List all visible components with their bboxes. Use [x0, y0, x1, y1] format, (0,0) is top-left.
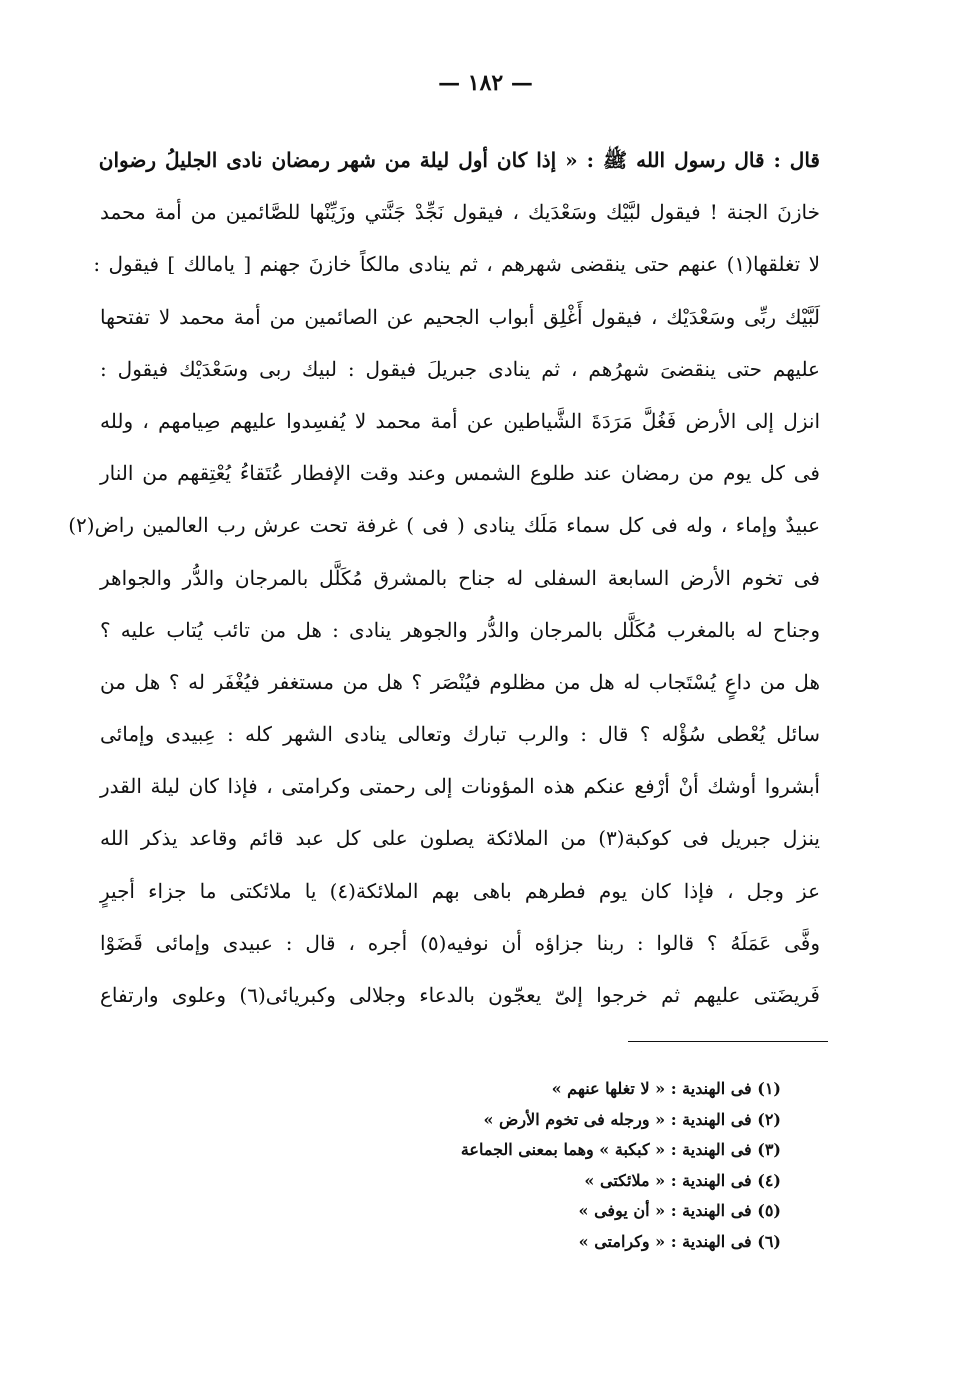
text-line: فى كل يوم من رمضان عند طلوع الشمس وعند وقت الإفطار عُتَقاءُ يُعْتِقهم من النار [100, 461, 820, 486]
text-line: عبيدٌ وإماء ، وله فى كل سماء مَلَك ينادى ( فى ) غرفة تحت عرش رب العالمين راض(٢) [68, 513, 820, 538]
text-line: قال : قال رسول الله ﷺ : « إذا كان أول ليلة من شهر رمضان نادى الجليلُ رضوان [98, 148, 820, 172]
text-line: لَبَّيْك ربِّى وسَعْدَيْك ، فيقول أَغْلِق أبواب الجحيم عن الصائمين من أمة محمد لا تفتحها [100, 304, 820, 329]
footnote-item: (٦) فى الهندية : « وكرامتى » [578, 1231, 781, 1251]
text-line: هل من داعٍ يُسْتَجاب له هل من مظلوم فيُنْصَر ؟ هل من مستغفر فيُغْفَر له ؟ هل من [100, 669, 820, 694]
text-line: وجناح له بالمغرب مُكَلَّل بالمرجان والدُّر والجوهر ينادى : هل من تائب يُتاب عليه ؟ [100, 617, 820, 642]
footnote-item: (٢) فى الهندية : « ورجله فى تخوم الأرض » [483, 1109, 781, 1129]
text-line: سائل يُعْطى سُؤْله ؟ قال : والرب تبارك وتعالى ينادى الشهر كله : عِبيدى وإمائى [100, 722, 820, 747]
text-line: أبشروا أوشك أنْ أرْفع عنكم هذه المؤونات إلى رحمتى وكرامتى ، فإذا كان ليلة القدر [100, 774, 820, 799]
text-line: لا تغلقها(١) عنهم حتى ينقضى شهرهم ، ثم ينادى مالكاً خازنَ جهنم [ يامالك ] فيقول : [93, 252, 820, 277]
text-line: عليهم حتى ينقضىَ شهرُهم ، ثم ينادى جبريلَ فيقول : لبيك ربى وسَعْدَيْك فيقول : [100, 356, 820, 381]
text-line: عز وجل ، فإذا كان يوم فطرهم باهى بهم الملائكة(٤) يا ملائكتى ما جزاء أجيرٍ [100, 878, 820, 903]
footnotes-block [361, 1074, 781, 1257]
footnote-item: (١) فى الهندية : « لا تغلها عنهم » [551, 1079, 781, 1098]
footnote-item: (٣) فى الهندية : « كبكبة » وهما بمعنى الجماعة [460, 1140, 781, 1159]
footnote-divider [628, 1041, 828, 1042]
text-line: انزل إلى الأرض فَغُلَّ مَرَدَةَ الشَّياطين عن أمة محمد لا يُفسِدوا عليهم صِيامهم ، ولله [100, 408, 820, 433]
text-line: ينزل جبريل فى كوكبة(٣) من الملائكة يصلون على كل عبد قائم وقاعد يذكر الله [100, 826, 820, 851]
footnote-item: (٥) فى الهندية : « أن يوفى » [578, 1201, 781, 1220]
text-line: فى تخوم الأرض السابعة السفلى له جناح بالمشرق مُكَلَّل بالمرجان والدُّر والجواهر [100, 565, 820, 590]
main-text-block [68, 134, 820, 1021]
footnote-item: (٤) فى الهندية : « ملائكتى » [584, 1170, 781, 1190]
text-line: فَريضَتى عليهم ثم خرجوا إلىّ يعجّون بالدعاء وجلالى وكبريائى(٦) وعلوى وارتفاع [100, 983, 820, 1007]
text-line: وفَّى عَمَلَهُ ؟ قالوا : ربنا جزاؤه أن نوفيه(٥) أجره ، قال : عبيدى وإمائى قَضَوْا [100, 930, 820, 955]
text-line: خازنَ الجنة ! فيقول لبَّيْك وسَعْدَيك ، فيقول نَجِّدْ جَنَّتي وزَيِّنْها للصَّائمين من أمة محمد [100, 200, 820, 225]
page-number: — ١٨٢ — [438, 70, 533, 96]
